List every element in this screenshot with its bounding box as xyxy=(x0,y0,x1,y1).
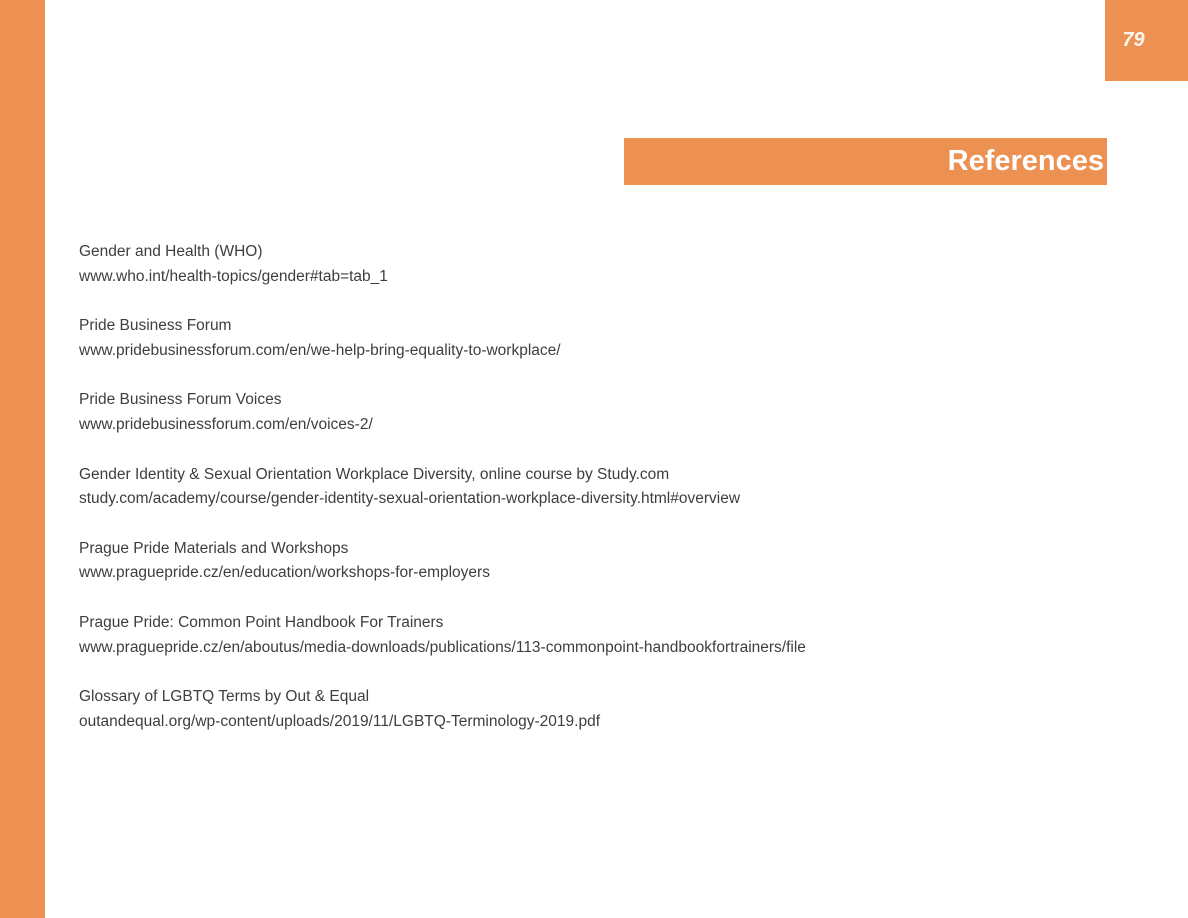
reference-entry xyxy=(79,611,1079,660)
reference-title: Gender and Health (WHO) xyxy=(79,243,263,260)
reference-entry xyxy=(79,685,1079,734)
reference-url: www.praguepride.cz/en/education/workshops-for-employers xyxy=(79,564,490,582)
reference-entry xyxy=(79,463,1079,512)
reference-entry xyxy=(79,537,1079,586)
reference-title: Pride Business Forum Voices xyxy=(79,391,282,409)
page-number-badge xyxy=(1105,0,1188,81)
references-list xyxy=(79,240,1079,759)
reference-entry xyxy=(79,388,1079,437)
page-title: References xyxy=(947,145,1104,177)
reference-url: study.com/academy/course/gender-identity-sexual-orientation-workplace-diversity.html#overview xyxy=(79,490,741,508)
reference-title: Pride Business Forum xyxy=(79,317,232,335)
reference-title: Prague Pride: Common Point Handbook For Trainers xyxy=(79,613,444,631)
reference-title: Glossary of LGBTQ Terms by Out & Equal xyxy=(79,688,370,706)
reference-url: www.praguepride.cz/en/aboutus/media-downloads/publications/113-commonpoint-handbookfortrainers/file xyxy=(79,638,806,656)
reference-entry xyxy=(79,314,1079,363)
reference-url: www.pridebusinessforum.com/en/we-help-bring-equality-to-workplace/ xyxy=(79,341,561,359)
left-accent-bar xyxy=(0,0,45,918)
reference-url: www.pridebusinessforum.com/en/voices-2/ xyxy=(79,415,373,433)
page-number: 79 xyxy=(1122,29,1145,51)
reference-entry xyxy=(79,240,1079,289)
reference-title: Gender Identity & Sexual Orientation Workplace Diversity, online course by Study.com xyxy=(79,465,670,483)
reference-url: outandequal.org/wp-content/uploads/2019/11/LGBTQ-Terminology-2019.pdf xyxy=(79,712,601,730)
reference-title: Prague Pride Materials and Workshops xyxy=(79,539,349,557)
references-header-bar xyxy=(624,138,1107,185)
reference-url: www.who.int/health-topics/gender#tab=tab_1 xyxy=(79,267,388,285)
